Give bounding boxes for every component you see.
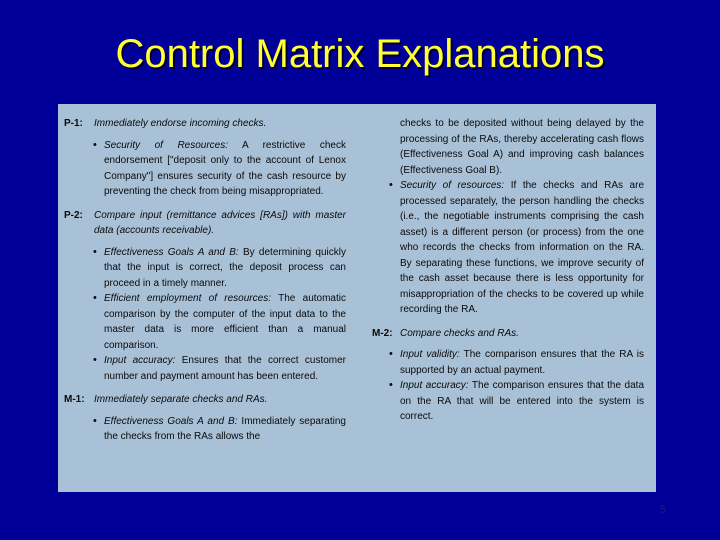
bullet-item — [376, 178, 644, 318]
bullet-icon: • — [93, 354, 97, 366]
bullet-icon: • — [389, 379, 393, 391]
textbook-excerpt — [58, 104, 656, 492]
bullet-heading: Security of Resources: — [104, 139, 229, 151]
step-code: M-1: — [64, 394, 85, 405]
bullet-heading: Input accuracy: — [400, 380, 469, 391]
bullet-icon: • — [389, 179, 393, 191]
bullet-body: If the checks and RAs are processed separately, the person handling the checks (i.e., the negotiable instruments comprising the cash asset) is a different person (or process) from the one who records the checks from information on the RA. By separating these functions, we improve security of the cash asset because there is less opportunity for misappropriation of the checks to be covered up while recording the RA. — [400, 180, 644, 315]
bullet-body: A restrictive check endorsement ["deposit only to the account of Lenox Company"] ensures security of the cash resource by preventing the check from being misappropriated. — [104, 139, 346, 197]
bullet-icon: • — [389, 348, 393, 360]
step-text: Compare checks and RAs. — [400, 327, 519, 339]
bullet-item — [64, 291, 346, 353]
bullet-body: The comparison ensures that the data on the RA that will be entered into the system is correct. — [400, 380, 645, 422]
bullet-item — [376, 378, 644, 425]
bullet-item — [64, 138, 346, 200]
bullet-item — [376, 347, 644, 378]
step-m2 — [372, 326, 644, 342]
step-text: Compare input (remittance advices [RAs]) with master data (accounts receivable). — [94, 209, 346, 236]
left-column — [64, 116, 346, 445]
bullet-body: The automatic comparison by the computer of the input data to the master data is more efficient than a manual comparison. — [104, 293, 346, 351]
bullet-body: Ensures that the correct customer number and payment amount has been entered. — [104, 355, 347, 382]
step-text: Immediately separate checks and RAs. — [94, 394, 268, 405]
step-code: P-1: — [64, 118, 83, 129]
bullet-icon: • — [93, 138, 97, 151]
bullet-icon: • — [93, 414, 97, 427]
step-code: P-2: — [64, 209, 83, 221]
bullet-heading: Security of resources: — [400, 180, 505, 191]
step-text: Immediately endorse incoming checks. — [94, 118, 267, 129]
bullet-body: By determining quickly that the input is correct, the deposit process can proceed in a timely manner. — [104, 246, 346, 289]
step-p1 — [64, 116, 346, 132]
right-column — [372, 116, 645, 425]
bullet-heading: Effectiveness Goals A and B: — [104, 415, 238, 427]
slide-title: Control Matrix Explanations — [115, 32, 605, 76]
bullet-body: The comparison ensures that the RA is supported by an actual payment. — [400, 349, 644, 376]
bullet-item — [64, 414, 346, 445]
bullet-heading: Input validity: — [400, 349, 460, 360]
bullet-heading: Efficient employment of resources: — [104, 293, 271, 304]
step-code: M-2: — [372, 327, 393, 339]
bullet-item — [64, 353, 346, 384]
bullet-item — [64, 245, 346, 292]
bullet-icon: • — [93, 245, 97, 258]
bullet-heading: Effectiveness Goals A and B: — [104, 246, 239, 258]
bullet-heading: Input accuracy: — [104, 355, 176, 366]
bullet-icon: • — [93, 292, 97, 304]
step-p2 — [64, 208, 346, 239]
bullet-body: Immediately separating the checks from the RAs allows the — [104, 415, 346, 442]
page-number: 5 — [659, 504, 666, 516]
continued-text: checks to be deposited without being delayed by the processing of the RAs, thereby accelerating cash flows (Effectiveness Goal A) and improving cash balances (Effectiveness Goal B). — [400, 118, 644, 176]
step-m1 — [64, 392, 346, 408]
